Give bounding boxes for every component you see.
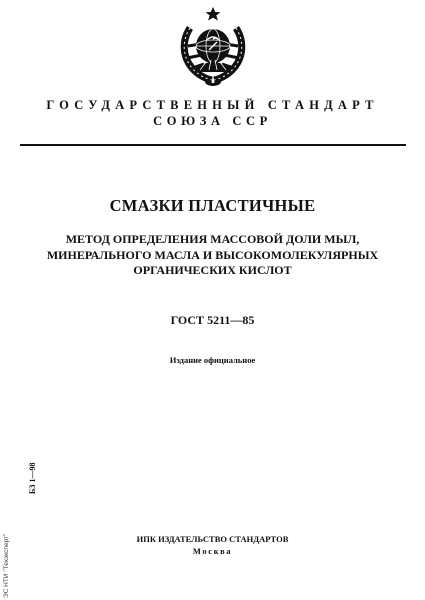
publisher-city: Москва	[192, 546, 233, 556]
margin-vertical-code: БЗ 1—98	[28, 462, 37, 494]
document-subtitle	[40, 232, 385, 279]
gost-number: ГОСТ 5211—85	[170, 313, 255, 327]
document-title: СМАЗКИ ПЛАСТИЧНЫЕ	[109, 196, 316, 215]
horizontal-divider	[20, 144, 406, 146]
edition-label: Издание официальное	[169, 355, 256, 365]
subtitle-line: МИНЕРАЛЬНОГО МАСЛА И ВЫСОКОМОЛЕКУЛЯРНЫХ	[46, 247, 379, 262]
publisher-name: ИПК ИЗДАТЕЛЬСТВО СТАНДАРТОВ	[136, 534, 289, 544]
standard-header-line1: ГОСУДАРСТВЕННЫЙ СТАНДАРТ	[46, 98, 379, 112]
subtitle-line: ОРГАНИЧЕСКИХ КИСЛОТ	[133, 263, 292, 277]
subtitle-line: МЕТОД ОПРЕДЕЛЕНИЯ МАССОВОЙ ДОЛИ МЫЛ,	[65, 232, 360, 246]
standard-header-line2: СОЮЗА ССР	[153, 114, 272, 128]
side-stamp: ЭС НТИ "Техэксперт"	[3, 533, 10, 598]
ussr-state-emblem-icon	[176, 6, 250, 88]
